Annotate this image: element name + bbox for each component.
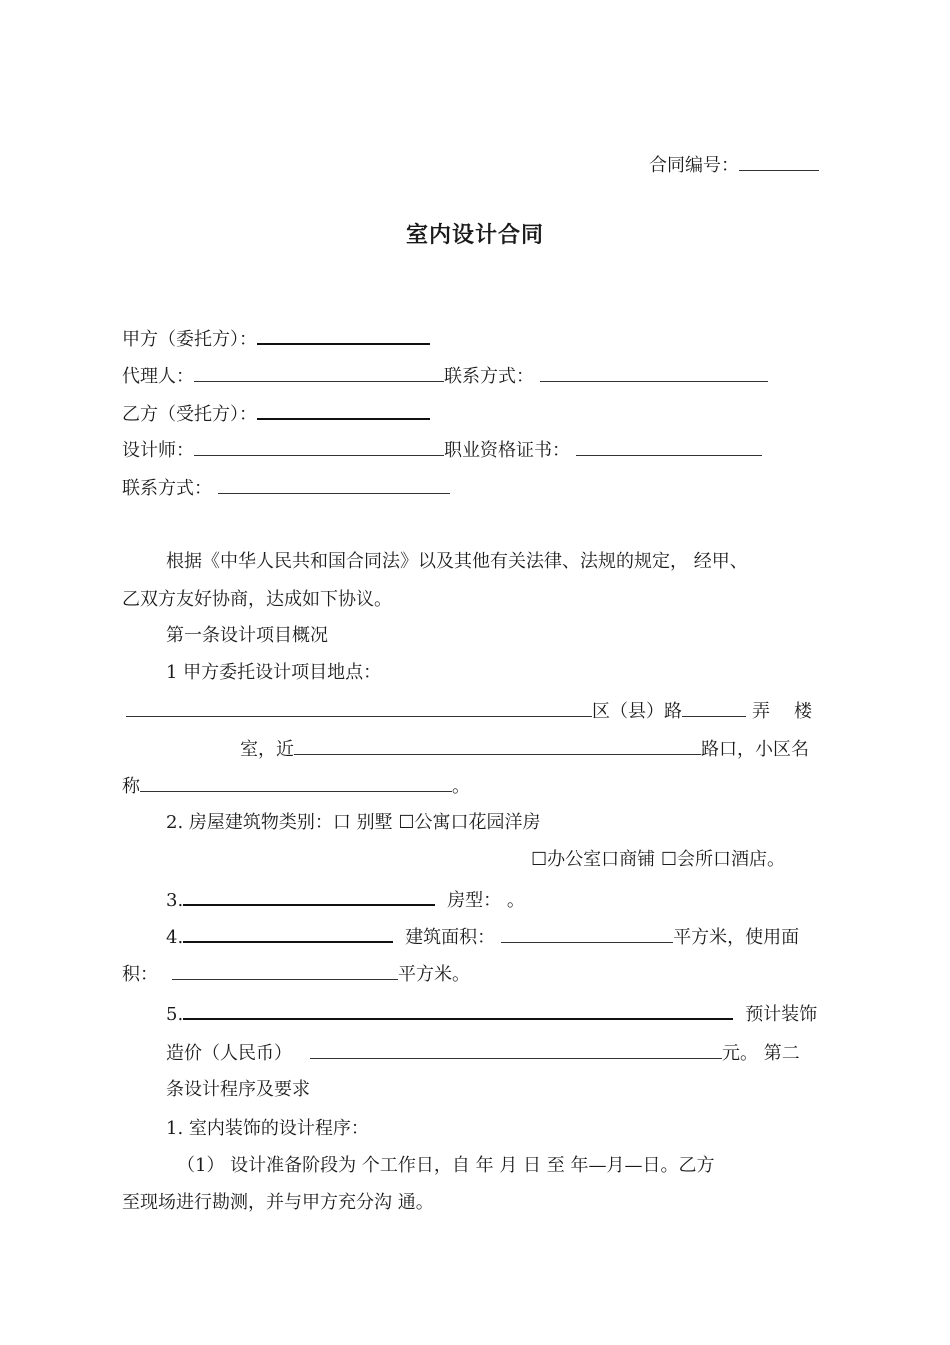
page-title: 室内设计合同	[405, 223, 544, 248]
intro-line-2: 乙双方友好协商，达成如下协议。	[122, 589, 392, 610]
party-b-row	[122, 400, 430, 427]
agent-label: 代理人：	[122, 366, 194, 387]
designer-row	[122, 437, 762, 463]
procedure-1-1-continued: 至现场进行勘测，并与甲方充分沟 通。	[122, 1192, 434, 1213]
item-5-label: 预计装饰	[745, 1004, 818, 1025]
designer-field[interactable]	[194, 437, 444, 456]
address-building-label: 楼	[794, 701, 812, 722]
agent-row	[122, 363, 768, 389]
party-a-label: 甲方（委托方）：	[122, 329, 257, 350]
certificate-label: 职业资格证书：	[444, 440, 570, 461]
item-4-unit: 平方米。	[398, 964, 470, 985]
agent-contact-field[interactable]	[540, 363, 768, 382]
item-5-end: 元。 第二	[722, 1043, 800, 1064]
certificate-field[interactable]	[576, 437, 762, 456]
item-4-cont-label: 积：	[122, 964, 158, 985]
cost-field[interactable]	[310, 1040, 722, 1059]
address-road-label: 路口，小区名	[701, 739, 809, 760]
agent-field[interactable]	[194, 363, 444, 382]
item-5-cost-label: 造价（人民币）	[166, 1043, 292, 1064]
item-3-label: 房型： 。	[447, 890, 525, 911]
address-line-1	[126, 698, 812, 724]
community-name-field[interactable]	[140, 773, 452, 792]
address-line-3	[122, 773, 470, 799]
contract-number-field[interactable]	[739, 152, 819, 171]
item-4-continued	[122, 961, 470, 987]
intro-line-1: 根据《中华人民共和国合同法》以及其他有关法律、法规的规定， 经甲、	[166, 551, 748, 572]
address-lane-label: 弄	[752, 701, 770, 722]
address-near-field[interactable]	[294, 736, 701, 755]
item-4	[166, 923, 799, 950]
contract-number	[649, 152, 819, 178]
address-district-label: 区（县）路	[592, 701, 682, 722]
item-4-field[interactable]	[183, 923, 393, 943]
procedure-1: 1. 室内装饰的设计程序：	[166, 1118, 369, 1139]
usable-area-field[interactable]	[172, 961, 398, 980]
contract-number-label: 合同编号：	[649, 155, 739, 176]
item-2-continued: ☐办公室口商铺 ☐会所口酒店。	[531, 849, 785, 870]
address-district-field[interactable]	[126, 698, 592, 717]
contact-row	[122, 475, 450, 501]
address-line-2	[240, 736, 809, 762]
item-5-continued	[166, 1040, 800, 1066]
address-room-label: 室，近	[240, 739, 294, 760]
item-2: 2. 房屋建筑物类别：口 别墅 ☐公寓口花园洋房	[166, 812, 541, 833]
address-road-field[interactable]	[682, 698, 746, 717]
item-3	[166, 886, 525, 913]
agent-contact-label: 联系方式：	[444, 366, 534, 387]
item-4-use-label: 平方米，使用面	[673, 927, 800, 948]
party-b-field[interactable]	[257, 400, 430, 420]
item-3-field[interactable]	[183, 886, 435, 906]
contact-label: 联系方式：	[122, 478, 212, 499]
item-3-number: 3.	[166, 890, 184, 911]
item-5	[166, 1000, 817, 1027]
item-1: 1 甲方委托设计项目地点：	[166, 662, 382, 683]
item-5-field[interactable]	[183, 1000, 733, 1020]
party-b-label: 乙方（受托方）：	[122, 404, 257, 425]
procedure-1-1: （1） 设计准备阶段为 个工作日，自 年 月 日 至 年—月—日。乙方	[177, 1155, 715, 1176]
item-4-label: 建筑面积：	[405, 927, 496, 948]
party-a-field[interactable]	[257, 325, 430, 345]
contact-field[interactable]	[218, 475, 450, 494]
address-end: 。	[452, 776, 470, 797]
article-2-heading: 条设计程序及要求	[166, 1079, 310, 1100]
party-a-row	[122, 325, 430, 352]
article-1-heading: 第一条设计项目概况	[166, 625, 328, 646]
designer-label: 设计师：	[122, 440, 194, 461]
building-area-field[interactable]	[501, 924, 673, 943]
item-5-number: 5.	[166, 1004, 184, 1025]
address-name-label: 称	[122, 776, 140, 797]
item-4-number: 4.	[166, 927, 184, 948]
